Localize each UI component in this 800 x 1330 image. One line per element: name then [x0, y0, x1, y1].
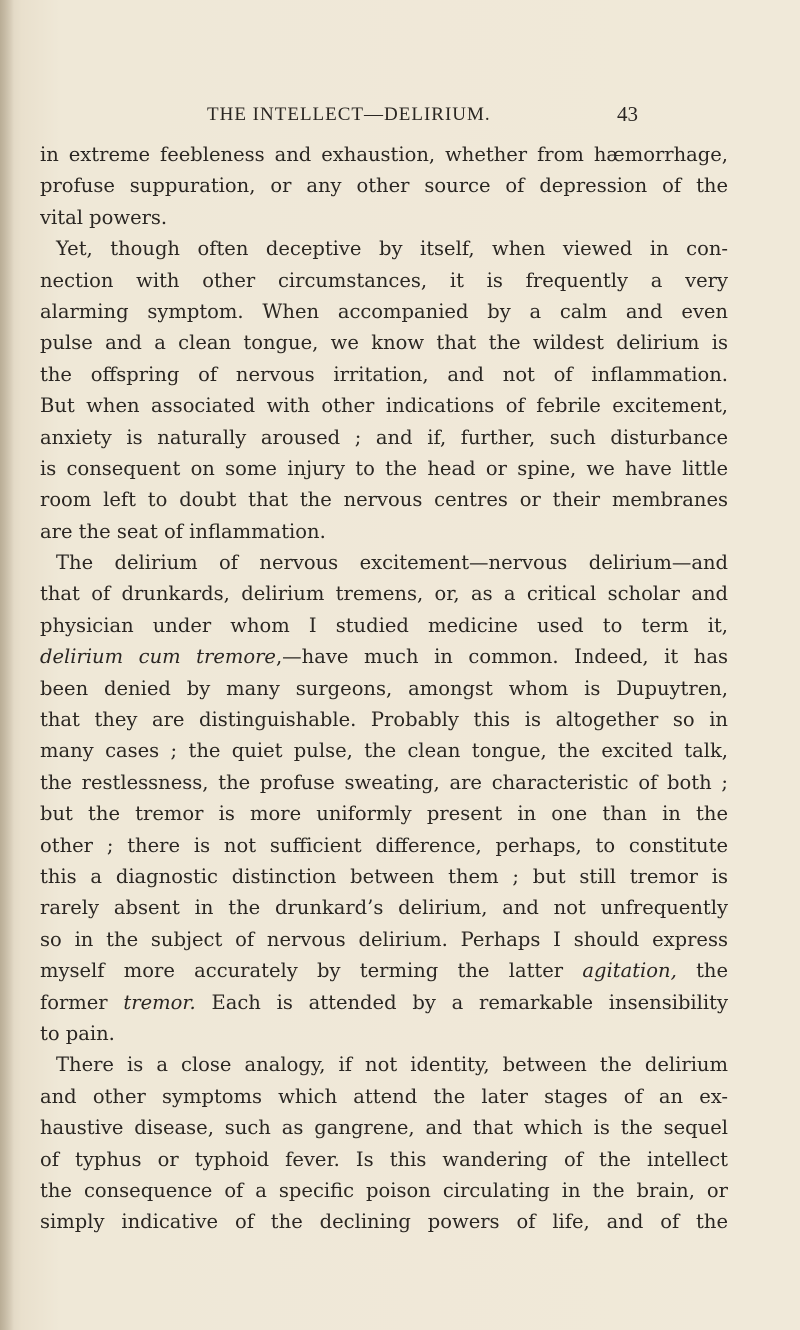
text-line: pulse and a clean tongue, we know that the wildest delirium is: [40, 331, 728, 355]
text-line: that of drunkards, delirium tremens, or, as a critical scholar and: [40, 582, 728, 606]
body-text: [40, 139, 728, 1238]
text-line: alarming symptom. When accompanied by a calm and even: [40, 299, 728, 323]
text-line: vital powers.: [40, 205, 168, 229]
running-title: THE INTELLECT—DELIRIUM.: [207, 104, 491, 125]
text-line: rarely absent in the drunkard’s delirium, and not unfrequently: [40, 896, 728, 920]
italic-term: tremor.: [123, 990, 196, 1014]
gutter-shadow: [0, 0, 14, 1330]
text-line: are the seat of inflammation.: [40, 519, 326, 543]
text-line: the offspring of nervous irritation, and not of inflammation.: [40, 362, 728, 386]
text-line: this a diagnostic distinction between them ; but still tremor is: [40, 864, 728, 888]
text-line: There is a close analogy, if not identity, between the delirium: [56, 1053, 728, 1077]
text-line: been denied by many surgeons, amongst whom is Dupuytren,: [40, 676, 728, 700]
running-head: [0, 104, 800, 128]
text-line: the consequence of a specific poison circulating in the brain, or: [40, 1178, 728, 1202]
text-line: and other symptoms which attend the later stages of an ex-: [40, 1084, 728, 1108]
text-line: of typhus or typhoid fever. Is this wandering of the intellect: [40, 1147, 728, 1171]
text-line: so in the subject of nervous delirium. Perhaps I should express: [40, 927, 728, 951]
text-line: simply indicative of the declining powers of life, and of the: [40, 1210, 728, 1234]
page-number: 43: [617, 102, 638, 126]
text-line: the restlessness, the profuse sweating, are characteristic of both ;: [40, 770, 728, 794]
text-line: nection with other circumstances, it is frequently a very: [40, 268, 728, 292]
text-line: but the tremor is more uniformly present in one than in the: [40, 802, 728, 826]
text-line: room left to doubt that the nervous centres or their membranes: [40, 488, 728, 512]
text-line: former tremor. Each is attended by a remarkable insensibility: [40, 990, 728, 1014]
text-line: anxiety is naturally aroused ; and if, further, such disturbance: [40, 425, 728, 449]
text-line: profuse suppuration, or any other source of depression of the: [40, 174, 728, 198]
text-line: that they are distinguishable. Probably this is altogether so in: [40, 708, 728, 732]
italic-term: delirium cum tremore: [40, 645, 276, 669]
text-line: The delirium of nervous excitement—nervous delirium—and: [56, 551, 728, 575]
text-line: to pain.: [40, 1021, 115, 1045]
text-line: many cases ; the quiet pulse, the clean tongue, the excited talk,: [40, 739, 728, 763]
text-line: other ; there is not sufficient difference, perhaps, to constitute: [40, 833, 728, 857]
italic-term: agitation,: [582, 959, 677, 983]
text-line: delirium cum tremore,—have much in common. Indeed, it has: [40, 645, 728, 669]
text-line: haustive disease, such as gangrene, and that which is the sequel: [40, 1116, 728, 1140]
text-line: in extreme feebleness and exhaustion, whether from hæmorrhage,: [40, 143, 728, 166]
text-line: myself more accurately by terming the latter agitation, the: [40, 959, 728, 983]
text-line: But when associated with other indications of febrile excitement,: [40, 394, 728, 418]
text-line: physician under whom I studied medicine used to term it,: [40, 613, 728, 637]
text-line: Yet, though often deceptive by itself, when viewed in con-: [56, 237, 728, 261]
text-line: is consequent on some injury to the head or spine, we have little: [40, 456, 728, 480]
